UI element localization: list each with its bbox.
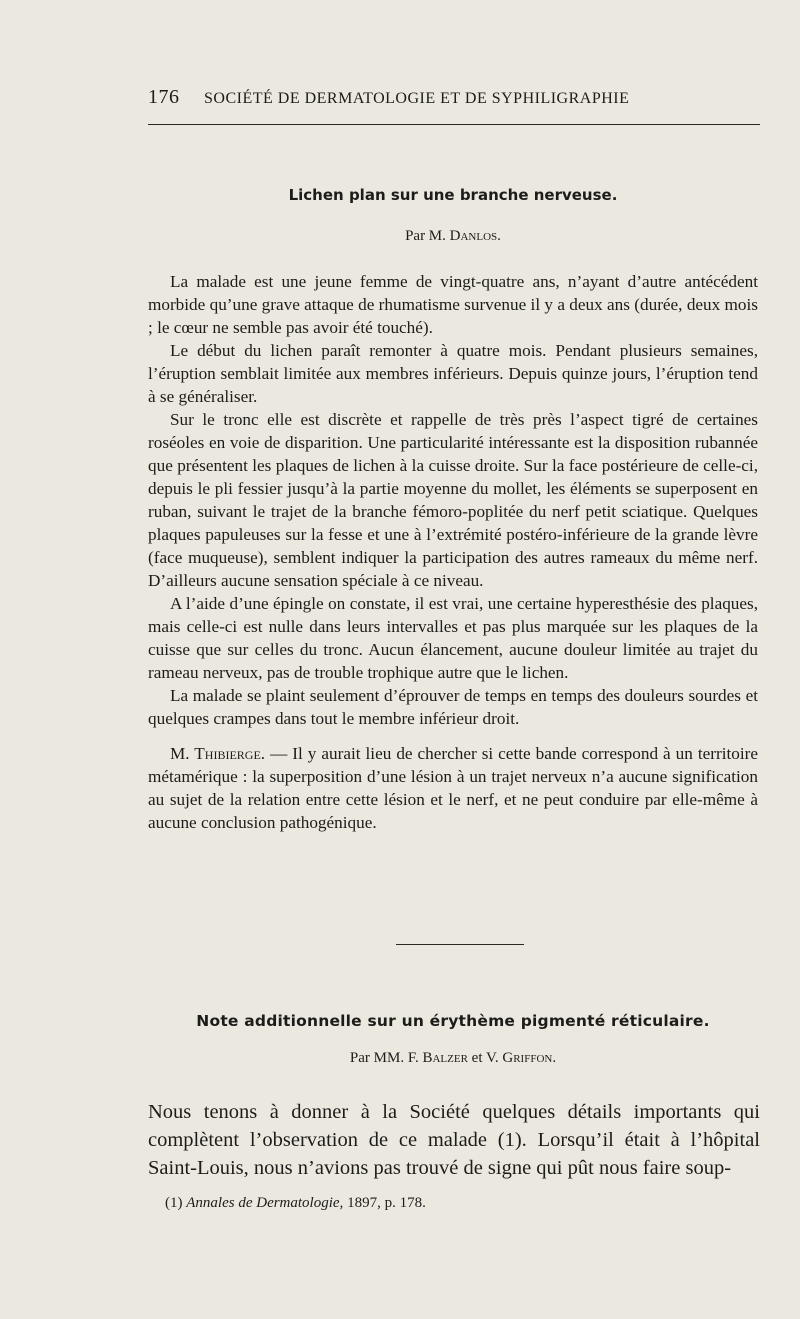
footnote-journal: Annales de Dermatologie,: [186, 1195, 344, 1211]
article-body: [148, 1098, 760, 1182]
paragraph: Nous tenons à donner à la Société quelques détails importants qui complètent l’observation de ce malade (1). Lorsqu’il était à l’hôpital Saint-Louis, nous n’avions pas trouvé de signe qui pût nous faire soup-: [148, 1101, 760, 1179]
byline-prefix: Par M.: [405, 228, 446, 244]
running-header: [148, 86, 758, 109]
paragraph: La malade se plaint seulement d’éprouver de temps en temps des douleurs sourdes et quelques crampes dans tout le membre inférieur droit.: [148, 686, 758, 728]
footnote-marker: (1): [165, 1195, 183, 1211]
author-name: Griffon.: [502, 1050, 557, 1066]
header-rule: [148, 124, 760, 125]
byline-conjunction: et V.: [471, 1050, 499, 1066]
footnote-citation: 1897, p. 178.: [347, 1195, 426, 1211]
paragraph: La malade est une jeune femme de vingt-quatre ans, n’ayant d’autre antécédent morbide qu’une grave attaque de rhumatisme survenue il y a deux ans (durée, deux mois ; le cœur ne semble pas avoir été touché).: [148, 272, 758, 337]
paragraph: Sur le tronc elle est discrète et rappelle de très près l’aspect tigré de certaines roséoles en voie de disparition. Une particularité intéressante est la disposition rubannée que présentent les plaques de lichen à la cuisse droite. Sur la face postérieure de celle-ci, depuis le pli fessier jusqu’à la partie moyenne du mollet, les éléments se superposent en ruban, suivant le trajet de la branche fémoro-poplitée du nerf petit sciatique. Quelques plaques papuleuses sur la fesse et une à l’extrémité postéro-inférieure de la grande lèvre (face muqueuse), semblent indiquer la participation des autres rameaux du même nerf. D’ailleurs aucune sensation spéciale à ce niveau.: [148, 410, 758, 590]
article-title: Lichen plan sur une branche nerveuse.: [288, 186, 618, 204]
byline-prefix: Par MM. F.: [349, 1050, 419, 1066]
discussion-paragraph: [148, 742, 758, 834]
article-title: Note additionnelle sur un érythème pigmenté réticulaire.: [196, 1012, 710, 1030]
discussion-text: — Il y aurait lieu de chercher si cette bande correspond à un territoire métamérique : la superposition d’une lésion à un trajet nerveux n’a aucune signification au sujet de la relation entre cette lésion et le nerf, et ne peut conduire par elle-même à aucune conclusion pathogénique.: [148, 744, 759, 832]
paragraph: A l’aide d’une épingle on constate, il est vrai, une certaine hyperesthésie des plaques, mais celle-ci est nulle dans leurs intervalles et pas plus marquée sur les plaques de la cuisse que sur celles du tronc. Aucun élancement, aucune douleur limitée au trajet du rameau nerveux, pas de trouble trophique autre que le lichen.: [148, 594, 758, 682]
footnote: [165, 1195, 426, 1212]
page-number: 176: [148, 86, 180, 108]
paragraph: Le début du lichen paraît remonter à quatre mois. Pendant plusieurs semaines, l’éruption semblait limitée aux membres inférieurs. Depuis quinze jours, l’éruption tend à se généraliser.: [148, 341, 758, 406]
running-title: SOCIÉTÉ DE DERMATOLOGIE ET DE SYPHILIGRAPHIE: [204, 90, 630, 107]
discussion-speaker: M. Thibierge.: [170, 744, 266, 763]
author-name: Balzer: [422, 1050, 468, 1066]
article-byline: [148, 228, 758, 245]
article-body: [148, 270, 758, 834]
article-byline: [148, 1050, 758, 1067]
section-divider: [396, 944, 524, 945]
author-name: Danlos.: [449, 228, 501, 244]
